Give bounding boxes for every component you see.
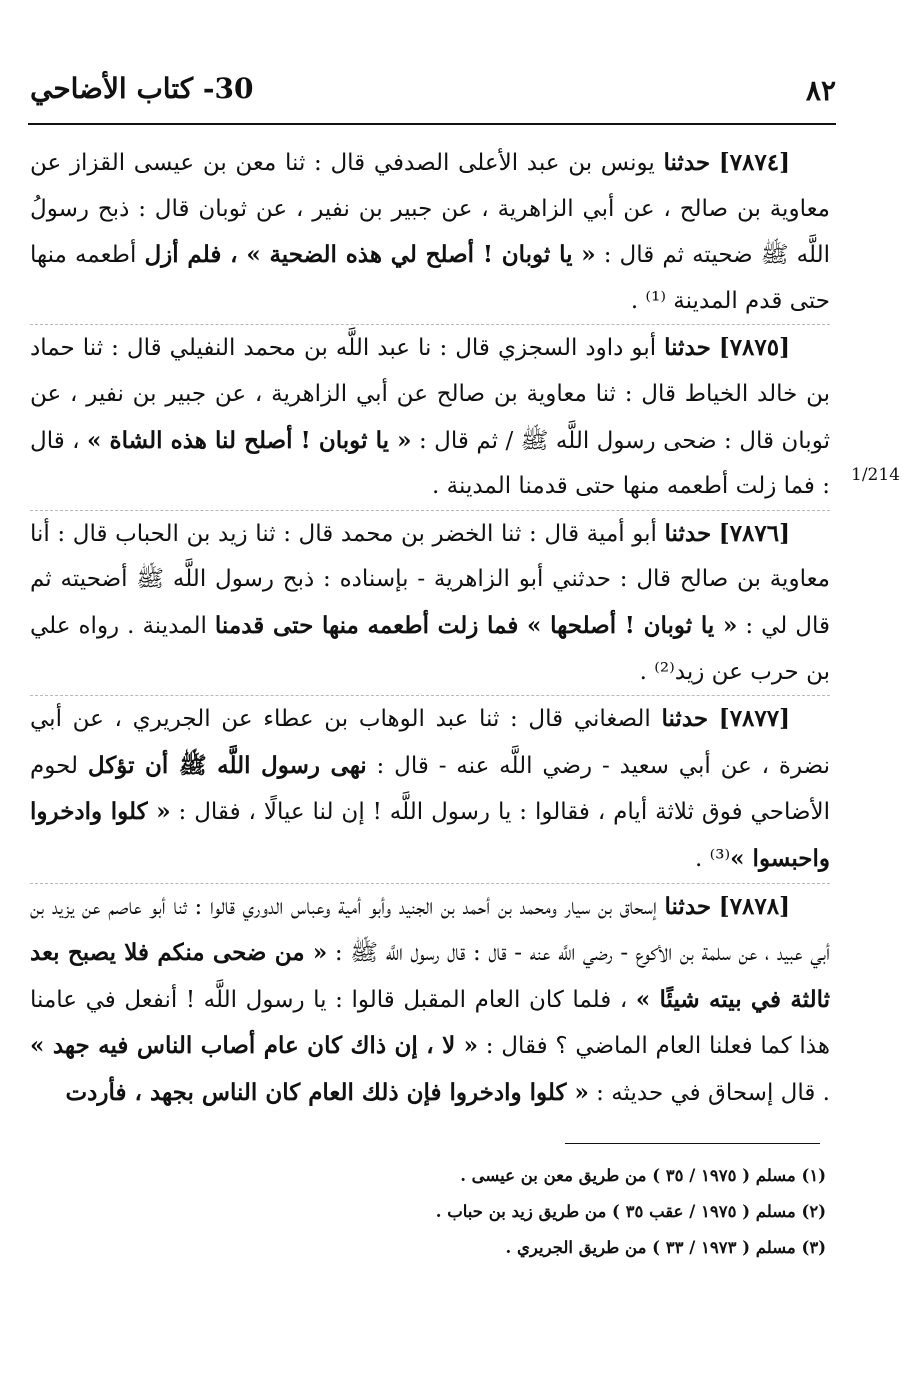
- hadith-number: [٧٨٧٥]: [718, 334, 791, 362]
- page-number: ٨٢: [805, 74, 836, 107]
- hadith-text: إسحاق بن سيار ومحمد بن أحمد بن الجنيد وأبو أمية وعباس الدوري قالوا : ثنا أبو عاصم عن يزيد بن أبي عبيد ، عن سلمة بن الأكوع - رضي اللَّه عنه - قال : قال رسول اللَّه ﷺ :: [30, 893, 830, 967]
- hadith-text: . قال إسحاق في حديثه :: [588, 1079, 830, 1106]
- prophetic-quote: « من ضحى منكم فلا يصبح بعد ثالثة في بيته شيئًا »: [30, 939, 831, 1013]
- prophetic-quote: « يا ثوبان ! أصلحها » فما زلت أطعمه منها حتى قدمنا: [214, 611, 738, 639]
- hadith-7875: [30, 324, 830, 509]
- prophetic-quote: نهى رسول اللَّه ﷺ أن تؤكل: [87, 751, 367, 779]
- prophetic-quote: « لا ، إن ذاك كان عام أصاب الناس فيه جهد »: [30, 1032, 479, 1060]
- hadith-text: ، قال : فما زلت أطعمه منها حتى قدمنا المدينة .: [30, 427, 830, 500]
- footnotes: [60, 1158, 826, 1266]
- footnote: (٢) مسلم ( ١٩٧٥ / عقب ٣٥ ) من طريق زيد بن حباب .: [435, 1202, 826, 1221]
- footnote: (١) مسلم ( ١٩٧٥ / ٣٥ ) من طريق معن بن عيسى .: [460, 1166, 826, 1185]
- hadith-text: الصغاني قال : ثنا عبد الوهاب بن عطاء عن الجريري ، عن أبي نضرة ، عن أبي سعيد - رضي اللَّه عنه - قال :: [30, 706, 831, 779]
- prophetic-quote: « يا ثوبان ! أصلح لنا هذه الشاة »: [87, 426, 412, 454]
- footnote: (٣) مسلم ( ١٩٧٣ / ٣٣ ) من طريق الجريري .: [505, 1238, 826, 1257]
- hadith-7877: [30, 695, 830, 882]
- header-divider: [28, 123, 836, 125]
- hadith-text: لحوم الأضاحي فوق ثلاثة أيام ، فقالوا : يا رسول اللَّه ! إن لنا عيالًا ، فقال :: [30, 752, 830, 826]
- chapter-title: 30- كتاب الأضاحي: [30, 72, 254, 105]
- hadith-text: يونس بن عبد الأعلى الصدفي قال : ثنا معن بن عيسى القزاز عن معاوية بن صالح ، عن أبي الزاهرية ، عن جبير بن نفير ، عن ثوبان قال : ذبح رسولُ اللَّه ﷺ ضحيته ثم قال :: [30, 150, 830, 269]
- prophetic-quote: « يا ثوبان ! أصلح لي هذه الضحية » ، فلم أزل: [144, 241, 596, 269]
- hadith-text: أبو داود السجزي قال : نا عبد اللَّه بن محمد النفيلي قال : ثنا حماد بن خالد الخياط قال : ثنا معاوية بن صالح عن أبي الزاهرية ، عن جبير بن نفير ، عن ثوبان قال : ضحى رسول اللَّه ﷺ / ثم قال :: [30, 335, 830, 454]
- prophetic-quote: « كلوا وادخروا واحبسوا »: [30, 798, 830, 872]
- main-text: [30, 140, 830, 1116]
- page-header: [30, 70, 836, 116]
- hadith-number: [٧٨٧٤]: [718, 149, 791, 176]
- hadith-text: أبو أمية قال : ثنا الخضر بن محمد قال : ثنا زيد بن الحباب قال : أنا معاوية بن صالح قال : حدثني أبو الزاهرية - بإسناده : ذبح رسول اللَّه ﷺ أضحيته ثم قال لي :: [30, 520, 830, 639]
- hadith-7878: [30, 883, 830, 1117]
- margin-volume-page-note: 1/214: [851, 465, 900, 485]
- hadith-number: [٧٨٧٦]: [718, 519, 790, 547]
- footnote-divider: [565, 1143, 820, 1144]
- hadith-opening: حدثنا: [663, 149, 711, 176]
- hadith-opening: حدثنا: [664, 334, 711, 362]
- prophetic-quote: « كلوا وادخروا فإن ذلك العام كان الناس بجهد ، فأردت: [65, 1078, 589, 1106]
- hadith-text: ⁽³⁾ .: [695, 845, 731, 872]
- hadith-opening: حدثنا: [664, 519, 712, 547]
- hadith-text: المدينة . رواه علي بن حرب عن زيد⁽²⁾ .: [30, 612, 830, 685]
- hadith-opening: حدثنا: [664, 892, 712, 920]
- hadith-7874: [30, 140, 830, 324]
- hadith-text: ، فلما كان العام المقبل قالوا : يا رسول اللَّه ! أنفعل في عامنا هذا كما فعلنا العام الماضي ؟ فقال :: [30, 986, 830, 1060]
- hadith-opening: حدثنا: [661, 705, 709, 733]
- hadith-number: [٧٨٧٨]: [718, 892, 790, 920]
- hadith-number: [٧٨٧٧]: [718, 705, 790, 733]
- hadith-7876: [30, 510, 830, 695]
- hadith-text: أطعمه منها حتى قدم المدينة ⁽¹⁾ .: [30, 242, 830, 314]
